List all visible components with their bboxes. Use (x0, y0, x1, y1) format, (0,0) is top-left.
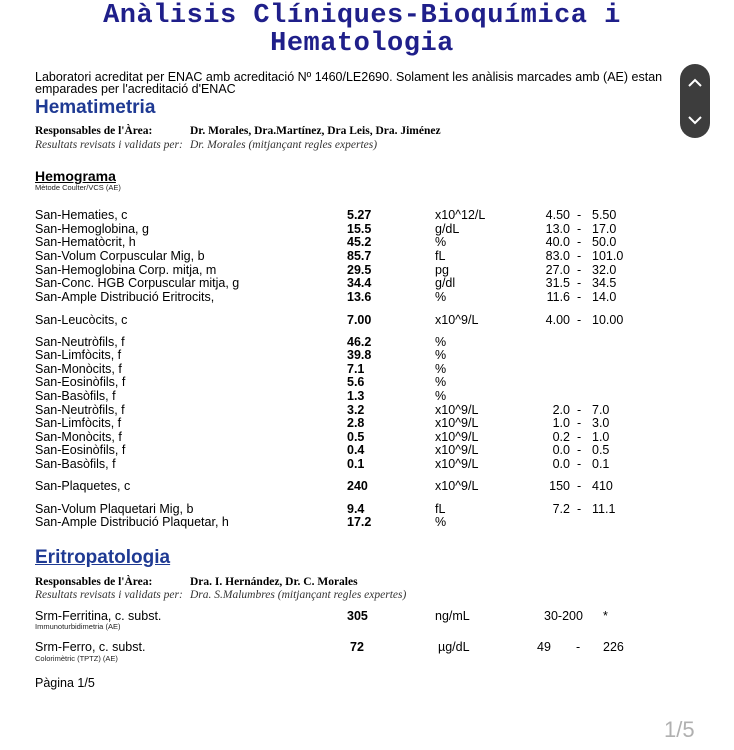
test-range-dash: - (577, 235, 582, 249)
responsables-label: Responsables de l'Àrea: (35, 125, 153, 137)
test-unit: fL (435, 249, 446, 263)
accreditation-text-line1: Laboratori acreditat per ENAC amb acreditació Nº 1460/LE2690. Solament les anàlisis marcades amb (AE) estan (35, 70, 663, 84)
chevron-down-icon (687, 115, 703, 125)
accreditation-text-line2: emparades per l'acreditació d'ENAC (35, 82, 236, 96)
test-range-min: 4.50 (545, 208, 570, 222)
table-row (0, 314, 734, 327)
test-range-dash: - (576, 640, 581, 654)
test-value: 5.27 (347, 208, 372, 222)
table-row (0, 516, 734, 529)
test-value: 0.4 (347, 443, 365, 457)
responsables-value: Dr. Morales, Dra.Martínez, Dra Leis, Dra. Jiménez (190, 125, 441, 137)
test-name: San-Limfòcits, f (35, 416, 122, 430)
test-unit: % (435, 375, 447, 389)
test-range-max: 5.50 (592, 208, 617, 222)
report-title-line2: Hematologia (270, 29, 454, 59)
test-name: San-Ample Distribució Plaquetar, h (35, 515, 229, 529)
eritro-responsables-value: Dra. I. Hernández, Dr. C. Morales (190, 576, 358, 588)
test-range-min: 27.0 (545, 263, 570, 277)
test-range-max: 410 (592, 479, 613, 493)
test-range-min: 49 (537, 640, 551, 654)
test-range-min: 7.2 (552, 502, 570, 516)
test-name: San-Hemoglobina Corp. mitja, m (35, 263, 217, 277)
test-name: San-Neutròfils, f (35, 335, 125, 349)
test-range-max: 11.1 (592, 502, 616, 516)
test-name: Srm-Ferro, c. subst. (35, 640, 146, 654)
test-name: San-Basòfils, f (35, 389, 116, 403)
eritro-revisats-label: Resultats revisats i validats per: (35, 589, 183, 601)
test-unit: % (435, 235, 447, 249)
chevron-up-icon (687, 78, 703, 88)
test-value: 240 (347, 479, 368, 493)
test-value: 0.1 (347, 457, 365, 471)
test-range-min: 0.2 (552, 430, 570, 444)
test-name: San-Volum Plaquetari Mig, b (35, 502, 194, 516)
test-value: 39.8 (347, 348, 372, 362)
test-range-min: 31.5 (545, 276, 570, 290)
eritro-responsables-label: Responsables de l'Àrea: (35, 576, 153, 588)
table-row (0, 349, 734, 362)
test-value: 15.5 (347, 222, 372, 236)
test-value: 85.7 (347, 249, 372, 263)
test-unit: µg/dL (438, 640, 470, 654)
test-range-dash: - (577, 416, 582, 430)
ferritina-method: Immunoturbidimetria (AE) (35, 622, 121, 631)
test-unit: x10^9/L (435, 313, 479, 327)
test-value: 2.8 (347, 416, 365, 430)
report-title-line1: Anàlisis Clíniques-Bioquímica i (103, 1, 621, 31)
test-range: 30-200 (544, 609, 583, 623)
test-range-min: 11.6 (546, 290, 570, 304)
revisats-label: Resultats revisats i validats per: (35, 139, 183, 151)
test-flag: * (603, 609, 608, 623)
test-range-max: 0.5 (592, 443, 610, 457)
test-range-max: 0.1 (592, 457, 610, 471)
test-unit: % (435, 515, 447, 529)
test-range-max: 10.00 (592, 313, 624, 327)
test-name: San-Ample Distribució Eritrocits, (35, 290, 215, 304)
test-unit: % (435, 389, 447, 403)
table-row (0, 417, 734, 430)
test-unit: x10^9/L (435, 479, 479, 493)
test-value: 13.6 (347, 290, 372, 304)
test-name: San-Volum Corpuscular Mig, b (35, 249, 205, 263)
test-name: San-Eosinòfils, f (35, 375, 126, 389)
test-range-max: 1.0 (592, 430, 610, 444)
test-range-dash: - (577, 249, 582, 263)
test-unit: % (435, 335, 447, 349)
test-range-min: 13.0 (545, 222, 570, 236)
page-navigation-control (680, 64, 710, 138)
test-range-dash: - (577, 313, 582, 327)
test-unit: x10^12/L (435, 208, 486, 222)
test-range-dash: - (577, 457, 582, 471)
test-range-max: 101.0 (592, 249, 624, 263)
ferro-method: Colorimètric (TPTZ) (AE) (35, 654, 118, 663)
test-unit: % (435, 290, 447, 304)
table-row (0, 444, 734, 457)
test-range-min: 2.0 (552, 403, 570, 417)
section-title-hematimetria: Hematimetria (35, 97, 156, 118)
test-unit: x10^9/L (435, 416, 479, 430)
test-name: San-Monòcits, f (35, 430, 122, 444)
test-range-dash: - (577, 276, 582, 290)
hemograma-title: Hemograma (35, 168, 116, 184)
table-row (0, 291, 734, 304)
test-value: 17.2 (347, 515, 372, 529)
test-range-dash: - (577, 290, 582, 304)
eritro-revisats-value: Dra. S.Malumbres (mitjançant regles expertes) (190, 589, 407, 601)
test-range-min: 40.0 (545, 235, 570, 249)
table-row (0, 209, 734, 222)
table-row (0, 236, 734, 249)
test-value: 29.5 (347, 263, 372, 277)
test-value: 72 (350, 640, 364, 654)
test-range-max: 50.0 (592, 235, 617, 249)
table-row (0, 480, 734, 493)
test-unit: x10^9/L (435, 443, 479, 457)
table-row (0, 277, 734, 290)
test-range-min: 150 (549, 479, 570, 493)
test-value: 7.1 (347, 362, 365, 376)
test-range-max: 32.0 (592, 263, 617, 277)
next-page-button[interactable] (680, 101, 710, 138)
test-range-dash: - (577, 222, 582, 236)
test-range-dash: - (577, 403, 582, 417)
test-value: 3.2 (347, 403, 365, 417)
viewer-page-indicator: 1/5 (664, 717, 695, 742)
previous-page-button[interactable] (680, 64, 710, 101)
test-range-dash: - (577, 502, 582, 516)
test-name: San-Limfòcits, f (35, 348, 122, 362)
test-range-dash: - (577, 479, 582, 493)
page-number-label: Pàgina 1/5 (35, 676, 95, 690)
test-value: 9.4 (347, 502, 365, 516)
test-range-min: 1.0 (552, 416, 570, 430)
test-range-max: 7.0 (592, 403, 610, 417)
test-unit: g/dl (435, 276, 456, 290)
test-name: San-Hemoglobina, g (35, 222, 149, 236)
test-range-min: 83.0 (545, 249, 570, 263)
test-range-dash: - (577, 263, 582, 277)
revisats-value: Dr. Morales (mitjançant regles expertes) (190, 139, 378, 151)
test-value: 1.3 (347, 389, 365, 403)
test-name: San-Monòcits, f (35, 362, 122, 376)
table-row (0, 376, 734, 389)
test-value: 7.00 (347, 313, 372, 327)
test-name: San-Conc. HGB Corpuscular mitja, g (35, 276, 240, 290)
table-row (0, 458, 734, 471)
test-range-max: 14.0 (592, 290, 617, 304)
test-value: 34.4 (347, 276, 372, 290)
test-unit: fL (435, 502, 446, 516)
test-unit: pg (435, 263, 449, 277)
test-name: San-Hematies, c (35, 208, 128, 222)
test-range-min: 0.0 (552, 443, 570, 457)
test-range-dash: - (577, 208, 582, 222)
test-value: 305 (347, 609, 368, 623)
test-value: 46.2 (347, 335, 372, 349)
test-unit: % (435, 362, 447, 376)
test-value: 45.2 (347, 235, 372, 249)
table-row (0, 641, 734, 654)
table-row (0, 250, 734, 263)
section-title-eritropatologia: Eritropatologia (35, 547, 171, 568)
test-unit: ng/mL (435, 609, 470, 623)
test-value: 0.5 (347, 430, 365, 444)
test-unit: x10^9/L (435, 403, 479, 417)
table-row (0, 390, 734, 403)
test-name: San-Leucòcits, c (35, 313, 128, 327)
test-range-min: 0.0 (552, 457, 570, 471)
test-value: 5.6 (347, 375, 365, 389)
test-range-max: 3.0 (592, 416, 610, 430)
test-name: San-Hematòcrit, h (35, 235, 136, 249)
test-range-max: 226 (603, 640, 624, 654)
test-name: San-Neutròfils, f (35, 403, 125, 417)
test-name: San-Eosinòfils, f (35, 443, 126, 457)
test-name: Srm-Ferritina, c. subst. (35, 609, 162, 623)
test-unit: g/dL (435, 222, 460, 236)
test-unit: x10^9/L (435, 430, 479, 444)
test-range-max: 34.5 (592, 276, 617, 290)
test-unit: % (435, 348, 447, 362)
test-range-max: 17.0 (592, 222, 617, 236)
hemograma-method: Mètode Coulter/VCS (AE) (35, 183, 121, 192)
test-range-min: 4.00 (545, 313, 570, 327)
test-name: San-Basòfils, f (35, 457, 116, 471)
test-unit: x10^9/L (435, 457, 479, 471)
test-range-dash: - (577, 430, 582, 444)
test-name: San-Plaquetes, c (35, 479, 131, 493)
test-range-dash: - (577, 443, 582, 457)
